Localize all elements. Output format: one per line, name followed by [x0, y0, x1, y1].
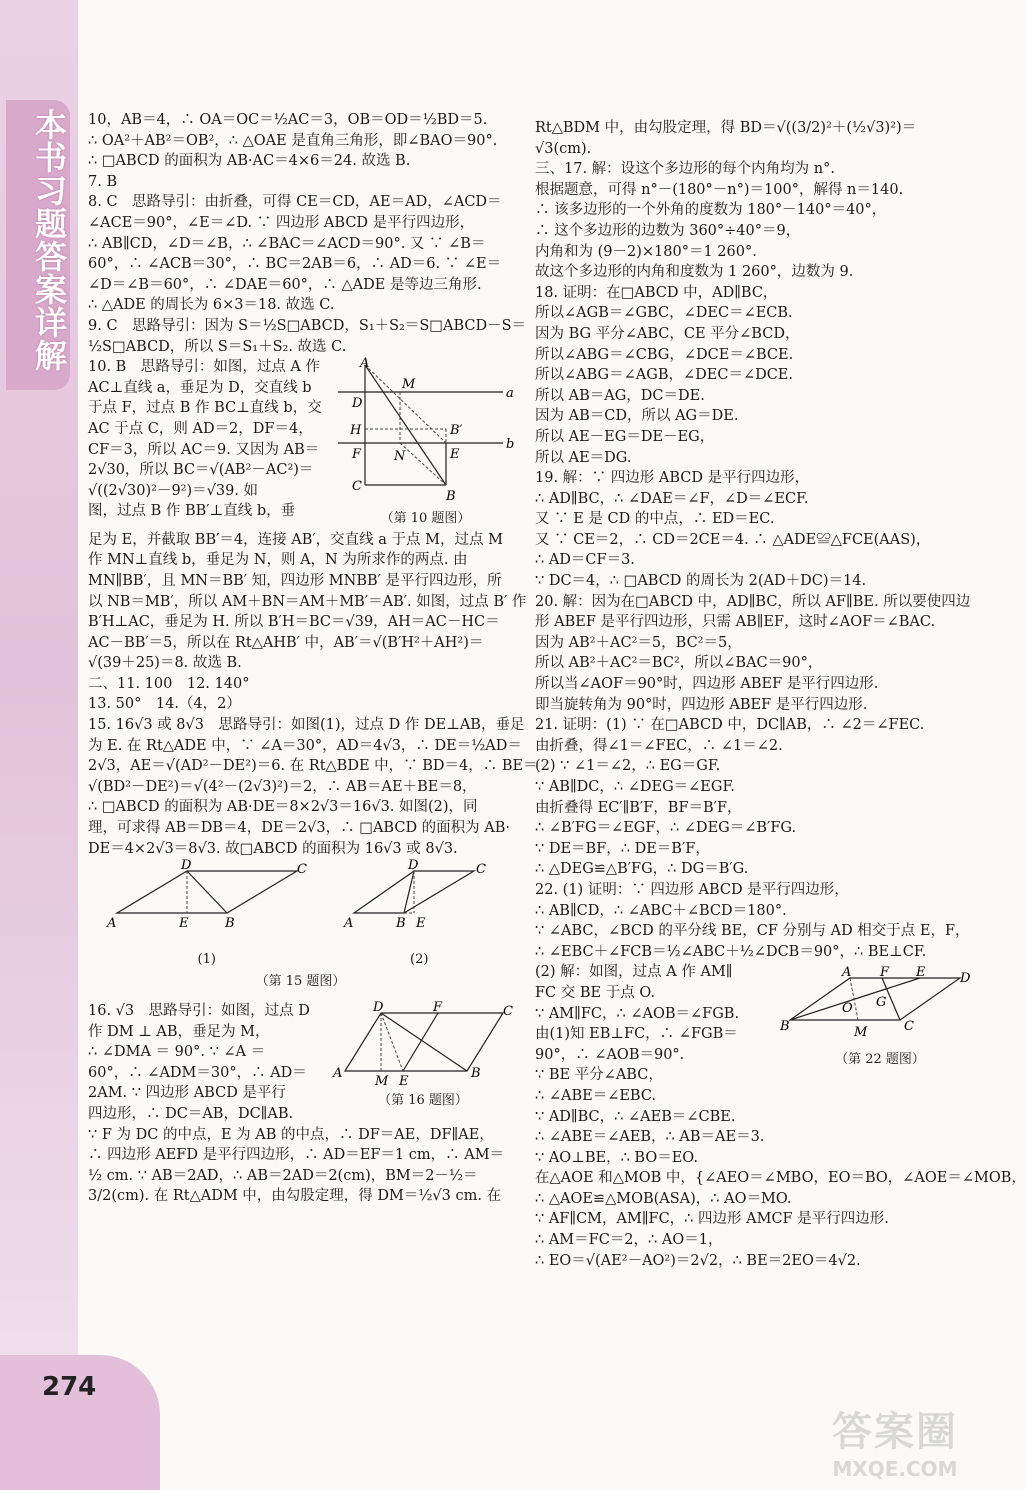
fig10-line-a: a [506, 386, 514, 402]
text-line: 所以∠ABG＝∠AGB，∠DEC＝∠DCE. [535, 367, 794, 384]
watermark-main: 答案圈 [832, 1409, 958, 1455]
text-line: ∴ ∠DMA ＝ 90°. ∵ ∠A ＝ [88, 1044, 266, 1061]
fig15-label: D [180, 858, 192, 874]
text-line: √3(cm). [535, 140, 592, 157]
text-line: Rt△BDM 中，由勾股定理，得 BD＝√((3/2)²＋(½√3)²)＝ [535, 120, 917, 136]
fig22-label: M [854, 1025, 868, 1041]
fig16-label: M [375, 1074, 389, 1089]
text-line: ∴ AB∥CD，∠D＝∠B，∴ ∠BAC＝∠ACD＝90°. 又 ∵ ∠B＝ [88, 235, 486, 252]
fig15-label: A [344, 916, 354, 932]
text-line: 2√3，AE＝√(AD²－DE²)＝6. 在 Rt△BDE 中，∵ BD＝4，∴ BE＝ [88, 758, 538, 775]
text-line: 又 ∵ CE＝2，∴ CD＝2CE＝4. ∴ △ADE≌△FCE(AAS)， [535, 531, 931, 548]
fig22-label: C [904, 1019, 914, 1035]
text-line: 即当旋转角为 90°时，四边形 ABEF 是平行四边形. [535, 696, 868, 713]
figure-15-2 [344, 858, 494, 970]
text-line: (2) ∵ ∠1＝∠2，∴ EG＝GF. [535, 758, 721, 775]
fig15-label: C [476, 862, 487, 878]
text-line: ∴ OA²＋AB²＝OB²，∴ △OAE 是直角三角形，即∠BAO＝90°. [88, 132, 498, 149]
text-line: 所以∠ABG＝∠CBG，∠DCE＝∠BCE. [535, 346, 794, 363]
fig22-label: D [960, 971, 971, 987]
right-column [535, 118, 1026, 1271]
text-line: 三、17. 解：设这个多边形的每个内角均为 n°. [535, 161, 835, 178]
text-line: CF＝3，所以 AC＝9. 又因为 AB＝ [88, 441, 320, 458]
text-line: √(39＋25)＝8. 故选 B. [88, 655, 242, 672]
text-line: ∵ DE＝BF，∴ DE＝B′F， [535, 840, 710, 857]
text-line: 足为 E，并截取 BB′＝4，连接 AB′，交直线 a 于点 M，过点 M [88, 531, 503, 548]
text-line: 作 MN⊥直线 b，垂足为 N，则 A，N 为所求作的两点. 由 [88, 552, 468, 569]
fig15-label: E [178, 916, 189, 932]
text-line: ∴ 该多边形的一个外角的度数为 180°－140°＝40°， [535, 202, 887, 219]
text-line: 7. B [88, 173, 118, 190]
text-line: 故这个多边形的内角和度数为 1 260°，边数为 9. [535, 264, 854, 281]
fig10-label: H [350, 423, 362, 439]
text-line: ½S□ABCD，所以 S＝S₁＋S₂. 故选 C. [88, 338, 347, 355]
text-line: 二、11. 100 12. 140° [88, 675, 250, 692]
text-line: 60°，∴ ∠ACB＝30°，∴ BC＝2AB＝6，∴ AD＝6. ∵ ∠E＝ [88, 256, 502, 273]
page-number: 274 [42, 1372, 97, 1402]
text-line: 由(1)知 EB⊥FC，∴ ∠FGB＝ [535, 1026, 738, 1043]
text-line: 13. 50° 14.（4，2） [88, 696, 241, 713]
fig22-label: F [880, 965, 890, 981]
text-line: ∴ AD∥BC，∴ ∠DAE＝∠F，∠D＝∠ECF. [535, 490, 809, 507]
text-line: 20. 解：因为在□ABCD 中，AD∥BC，所以 AF∥BE. 所以要使四边 [535, 593, 971, 610]
text-line: 10. B 思路导引：如图，过点 A 作 [88, 359, 321, 376]
figure-15-1 [106, 858, 307, 970]
figure-15-sub2: (2) [410, 951, 429, 967]
text-line: 作 DM ⊥ AB，垂足为 M， [88, 1023, 270, 1040]
fig10-label: E [450, 447, 460, 463]
text-line: 19. 解：∵ 四边形 ABCD 是平行四边形， [535, 470, 810, 487]
text-line: 由折叠，得∠1＝∠FEC，∴ ∠1＝∠2. [535, 737, 783, 754]
q16-rest-text [88, 1125, 513, 1207]
figure-16-caption: （第 16 题图） [378, 1093, 468, 1108]
text-line: 15. 16√3 或 8√3 思路导引：如图(1)，过点 D 作 DE⊥AB，垂足 [88, 717, 525, 734]
fig10-label: C [352, 479, 362, 495]
text-line: ∠D＝∠B＝60°，∴ ∠DAE＝60°，∴ △ADE 是等边三角形. [88, 276, 482, 293]
text-line: ∵ AD∥BC，∴ ∠AEB＝∠CBE. [535, 1108, 736, 1125]
text-line: ∴ AB∥CD，∴ ∠ABC＋∠BCD＝180°. [535, 902, 787, 919]
fig15-label: B [224, 916, 235, 932]
text-line: ∴ AD＝CF＝3. [535, 552, 635, 569]
text-line: 又 ∵ E 是 CD 的中点，∴ ED＝EC. [535, 511, 775, 528]
fig15-label: C [296, 862, 307, 878]
fig16-label: B [471, 1066, 481, 1081]
q16-text [88, 1001, 333, 1125]
q22-text [535, 962, 780, 1168]
text-line: ∴ AM＝FC＝2，∴ AO＝1， [535, 1232, 723, 1249]
text-line: ∴ ∠B′FG＝∠EGF，∴ ∠DEG＝∠B′FG. [535, 820, 797, 837]
text-line: 21. 证明：(1) ∵ 在□ABCD 中，DC∥AB，∴ ∠2＝∠FEC. [535, 717, 925, 734]
text-line: 所以 AB²＋AC²＝BC²，所以∠BAC＝90°， [535, 655, 823, 672]
text-line: ∴ ∠EBC＋∠FCB＝½∠ABC＋½∠DCB＝90°，∴ BE⊥CF. [535, 943, 927, 960]
fig16-label: E [399, 1074, 409, 1089]
fig10-label: B [446, 489, 456, 505]
text-line: FC 交 BE 于点 O. [535, 984, 655, 1001]
left-column [88, 110, 538, 1207]
text-line: 22. (1) 证明：∵ 四边形 ABCD 是平行四边形， [535, 881, 849, 898]
text-line: ∴ □ABCD 的面积为 AB·AC＝4×6＝24. 故选 B. [88, 153, 411, 170]
figure-15-sub1: (1) [197, 951, 216, 967]
text-line: AC 于点 C，则 AD＝2，DF＝4， [88, 420, 313, 437]
figure-22 [780, 965, 980, 1071]
text-line: ∵ BE 平分∠ABC， [535, 1067, 663, 1084]
text-line: 于点 F，过点 B 作 BC⊥直线 b，交 [88, 400, 322, 417]
text-line: 16. √3 思路导引：如图，过点 D [88, 1003, 310, 1019]
text-line: ∵ AO⊥BE，∴ BO＝EO. [535, 1149, 698, 1166]
text-line: B′H⊥AC，垂足为 H. 所以 B′H＝BC＝√39，AH＝AC－HC＝ [88, 614, 500, 631]
text-line: 为 E. 在 Rt△ADE 中，∵ ∠A＝30°，AD＝4√3，∴ DE＝½AD＝ [88, 737, 522, 754]
text-line: 形 ABEF 是平行四边形，只需 AB∥EF，这时∠AOF＝∠BAC. [535, 614, 936, 631]
text-line: 由折叠得 EC′∥B′F，BF＝B′F， [535, 799, 742, 816]
text-line: ∴ □ABCD 的面积为 AB·DE＝8×2√3＝16√3. 如图(2)，同 [88, 799, 478, 816]
text-line: 因为 BG 平分∠ABC，CE 平分∠BCD， [535, 325, 800, 342]
text-line: 所以 AB＝AG，DC＝DE. [535, 387, 705, 404]
text-line: 以 NB＝MB′，所以 AM＋BN＝AM＋MB′＝AB′. 如图，过点 B′ 作 [88, 593, 527, 610]
text-line: 四边形，∴ DC＝AB，DC∥AB. [88, 1105, 294, 1122]
fig10-label: N [394, 449, 406, 465]
q22-row [535, 962, 980, 1168]
text-line: 90°，∴ ∠AOB＝90°. [535, 1046, 685, 1063]
fig16-label: F [433, 1000, 443, 1015]
text-line: 10，AB＝4，∴ OA＝OC＝½AC＝3，OB＝OD＝½BD＝5. [88, 112, 488, 128]
q16-row [88, 1001, 513, 1125]
text-line: 理，可求得 AB＝DB＝4，DE＝2√3，∴ □ABCD 的面积为 AB· [88, 820, 511, 837]
fig10-label: D [352, 396, 363, 412]
q10-text [88, 357, 338, 522]
text-line: 内角和为 (9－2)×180°＝1 260°. [535, 243, 757, 260]
fig10-label: M [402, 377, 416, 393]
q10-row [88, 357, 513, 530]
text-line: 所以 AE＝DG. [535, 449, 632, 466]
text-line: ∵ F 为 DC 的中点，E 为 AB 的中点，∴ DF＝AE，DF∥AE， [88, 1126, 494, 1143]
text-line: 所以∠AGB＝∠GBC，∠DEC＝∠ECB. [535, 305, 793, 322]
figure-15-caption: （第 15 题图） [255, 974, 346, 990]
figure-15 [88, 858, 513, 970]
text-line: 60°，∴ ∠ADM＝30°，∴ AD＝ [88, 1064, 307, 1081]
text-line: DE＝4×2√3＝8√3. 故□ABCD 的面积为 16√3 或 8√3. [88, 840, 458, 857]
text-line: 8. C 思路导引：由折叠，可得 CE＝CD，AE＝AD，∠ACD＝ [88, 194, 502, 211]
text-line: ∴ ∠ABE＝∠EBC. [535, 1087, 657, 1104]
text-line: 所以当∠AOF＝90°时，四边形 ABEF 是平行四边形. [535, 676, 879, 693]
fig22-label: G [876, 995, 887, 1011]
answers-block-16-22 [535, 118, 980, 962]
fig15-label: A [106, 916, 117, 932]
text-line: 3/2(cm). 在 Rt△ADM 中，由勾股定理，得 DM＝½√3 cm. 在 [88, 1188, 502, 1205]
watermark [800, 1400, 990, 1480]
text-line: (2) 解：如图，过点 A 作 AM∥ [535, 964, 733, 981]
fig16-label: C [503, 1004, 513, 1019]
text-line: ∵ AF∥CM，AM∥FC，∴ 四边形 AMCF 是平行四边形. [535, 1211, 889, 1228]
text-line: 2√30，所以 BC＝√(AB²－AC²)＝ [88, 462, 314, 479]
text-line: ∠ACE＝90°，∠E＝∠D. ∵ 四边形 ABCD 是平行四边形， [88, 214, 475, 231]
text-line: ∴ 这个多边形的边数为 360°÷40°＝9， [535, 222, 801, 239]
text-line: MN∥BB′，且 MN＝BB′ 知，四边形 MNBB′ 是平行四边形，所 [88, 572, 502, 589]
q22-rest-text [535, 1168, 1026, 1271]
fig10-label: A [360, 356, 370, 372]
figure-22-caption: （第 22 题图） [835, 1052, 925, 1068]
text-line: ∵ AM∥FC，∴ ∠AOB＝∠FGB. [535, 1005, 740, 1022]
text-line: 在△AOE 和△MOB 中，{∠AEO＝∠MBO，EO＝BO，∠AOE＝∠MOB， [535, 1170, 1026, 1187]
fig10-label: F [352, 447, 362, 463]
text-line: 根据题意，可得 n°－(180°－n°)＝100°，解得 n＝140. [535, 181, 904, 198]
fig10-label: B′ [450, 423, 463, 439]
fig16-label: A [333, 1066, 343, 1081]
watermark-sub: MXQE.COM [832, 1457, 958, 1481]
fig22-label: O [842, 1001, 853, 1017]
text-line: AC－BB′＝5，所以在 Rt△AHB′ 中，AB′＝√(B′H²＋AH²)＝ [88, 634, 484, 651]
text-line: √(BD²－DE²)＝√(4²－(2√3)²)＝2，∴ AB＝AE＋BE＝8， [88, 778, 477, 795]
fig22-label: E [916, 965, 926, 981]
figure-10 [338, 357, 513, 530]
fig16-label: D [373, 1000, 384, 1015]
text-line: 图，过点 B 作 BB′⊥直线 b，垂 [88, 503, 296, 520]
figure-16 [333, 1001, 513, 1112]
text-line: ∵ ∠ABC，∠BCD 的平分线 BE，CF 分别与 AD 相交于点 E，F， [535, 923, 970, 940]
text-line: 因为 AB²＋AC²＝5，BC²＝5， [535, 634, 742, 651]
fig15-label: B [396, 916, 406, 932]
text-line: ∴ ∠ABE＝∠AEB，∴ AB＝AE＝3. [535, 1129, 765, 1146]
text-line: 18. 证明：在□ABCD 中，AD∥BC， [535, 284, 778, 301]
figure-10-caption: （第 10 题图） [380, 511, 471, 527]
text-line: ∵ AB∥DC，∴ ∠DEG＝∠EGF. [535, 779, 735, 795]
fig10-line-b: b [506, 437, 515, 453]
text-line: √((2√30)²－9²)＝√39. 如 [88, 482, 259, 499]
fig15-label: D [408, 858, 419, 874]
text-line: ∵ DC＝4，∴ □ABCD 的周长为 2(AD＋DC)＝14. [535, 573, 867, 590]
sidebar-title: 本书习题答案详解 [30, 108, 68, 372]
text-line: ½ cm. ∵ AB＝2AD，∴ AB＝2AD＝2(cm)，BM＝2－½＝ [88, 1167, 478, 1184]
text-line: ∴ 四边形 AEFD 是平行四边形，∴ AD＝EF＝1 cm，∴ AM＝ [88, 1147, 505, 1164]
answers-block-6-9 [88, 110, 527, 357]
text-line: ∴ △ADE 的周长为 6×3＝18. 故选 C. [88, 297, 335, 314]
fig22-label: B [780, 1019, 790, 1035]
text-line: ∴ EO＝√(AE²－AO²)＝2√2，∴ BE＝2EO＝4√2. [535, 1252, 861, 1269]
text-line: 因为 AB＝CD，所以 AG＝DE. [535, 408, 739, 425]
q10-to-q15-text [88, 530, 538, 860]
text-line: ∴ △AOE≌△MOB(ASA)，∴ AO＝MO. [535, 1190, 792, 1207]
text-line: ∴ △DEG≌△B′FG，∴ DG＝B′G. [535, 861, 749, 878]
text-line: AC⊥直线 a，垂足为 D，交直线 b [88, 379, 312, 396]
fig15-label: E [416, 916, 426, 932]
fig22-label: A [842, 965, 852, 981]
text-line: 所以 AE－EG＝DE－EG， [535, 428, 715, 445]
text-line: 2AM. ∵ 四边形 ABCD 是平行 [88, 1085, 286, 1102]
text-line: 9. C 思路导引：因为 S＝½S□ABCD，S₁＋S₂＝S□ABCD－S＝ [88, 317, 527, 334]
